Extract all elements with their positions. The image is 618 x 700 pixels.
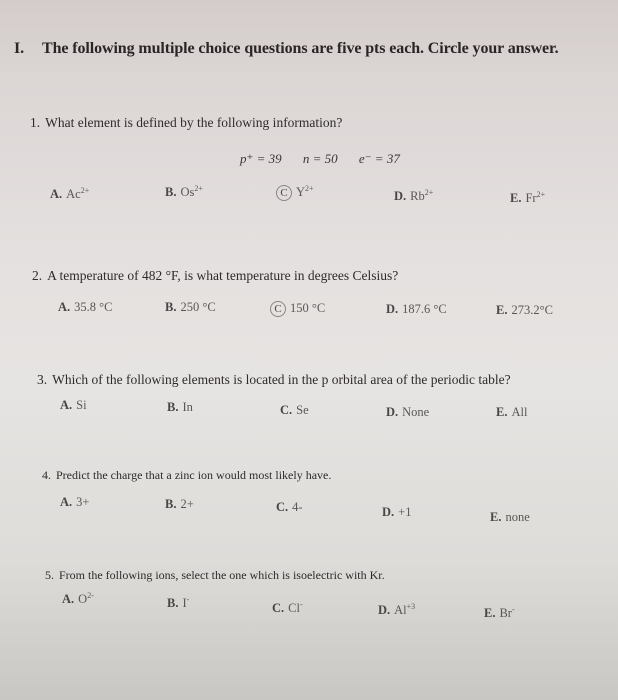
q5-choice-b[interactable] [167,595,189,611]
question-number: 2. [32,268,43,283]
choice-letter: E. [496,405,508,419]
choice-charge: 2- [87,591,94,600]
choice-text: O [78,592,88,607]
choice-letter: C. [276,500,289,514]
choice-letter: D. [394,189,407,204]
choice-text: Y [296,185,306,200]
choice-letter: B. [167,400,179,414]
question-text: Predict the charge that a zinc ion would most likely have. [56,468,332,482]
q1-choice-a[interactable] [50,186,89,202]
choice-text: None [402,405,430,419]
choice-letter: E. [490,510,502,524]
choice-charge: - [511,605,515,614]
choice-charge: 2+ [305,184,314,193]
question-text: From the following ions, select the one which is isoelectric with Kr. [59,568,385,582]
choice-text: Cl [288,601,300,616]
q3-choice-b[interactable] [167,400,193,415]
choice-text: Os [180,185,195,200]
choice-letter: B. [165,300,177,314]
choice-text: All [511,405,528,419]
choice-letter: C. [272,601,285,616]
q3-choice-a[interactable] [60,398,87,413]
q2-choice-d[interactable] [386,302,447,317]
choice-letter: A. [60,495,73,509]
q4-choice-d[interactable] [382,505,411,520]
q4-choice-c[interactable] [276,500,303,515]
choice-charge: +3 [406,602,416,611]
choice-letter: E. [484,606,496,621]
choice-letter: D. [378,603,391,618]
choice-text: 4- [292,500,303,514]
choice-text: Al [394,603,407,618]
choice-letter: A. [50,187,63,202]
q5-choice-a[interactable] [62,591,94,607]
choice-text: 187.6 °C [402,302,447,316]
question-3 [37,372,511,388]
choice-text: 35.8 °C [74,300,113,314]
choice-letter: A. [60,398,73,412]
neutron-count: n = 50 [302,151,338,166]
choice-letter: C. [280,403,293,417]
q2-choice-e[interactable] [496,303,553,318]
choice-text: Se [296,403,309,417]
section-instructions: The following multiple choice questions are five pts each. Circle your answer. [42,40,559,57]
q5-choice-d[interactable] [378,602,415,618]
choice-text: 273.2°C [511,303,553,317]
q1-choice-b[interactable] [165,184,203,200]
choice-text: In [182,400,193,414]
question-number: 5. [45,568,54,582]
question-2 [32,268,398,284]
choice-text: 250 °C [180,300,216,314]
question-text: A temperature of 482 °F, is what temperature in degrees Celsius? [47,268,399,283]
choice-text: Fr [525,191,537,206]
choice-text: Br [499,606,512,621]
particle-counts [240,151,418,167]
choice-letter: D. [386,302,399,316]
q4-choice-a[interactable] [60,495,89,510]
choice-charge: 2+ [424,188,434,197]
choice-charge: - [186,595,190,604]
q1-choice-d[interactable] [394,188,433,204]
q5-choice-c[interactable] [272,600,303,616]
section-header [14,40,558,58]
q5-choice-e[interactable] [484,605,515,621]
q2-choice-b[interactable] [165,300,216,315]
choice-charge: 2+ [536,190,546,199]
question-1 [30,115,342,131]
choice-text: +1 [398,505,412,519]
question-number: 4. [42,468,51,482]
choice-letter: E. [496,303,508,317]
choice-letter: D. [386,405,399,419]
choice-letter: A. [58,300,71,314]
question-number: 3. [37,372,48,387]
choice-letter: B. [165,185,177,200]
circled-letter: C [270,301,286,317]
question-4 [42,468,331,483]
choice-text: Si [76,398,87,412]
question-number: 1. [30,115,41,130]
electron-count: e⁻ = 37 [358,151,400,166]
choice-letter: D. [382,505,395,519]
section-number: I. [14,40,25,57]
q3-choice-c[interactable] [280,403,309,418]
choice-letter: E. [510,191,522,206]
choice-text: I [182,596,187,611]
q4-choice-b[interactable] [165,497,194,512]
choice-text: Ac [66,187,81,202]
q3-choice-d[interactable] [386,405,429,420]
choice-text: 2+ [180,497,194,511]
choice-text: none [505,510,530,524]
choice-letter: A. [62,592,75,607]
choice-text: 3+ [76,495,90,509]
question-5 [45,568,385,583]
circled-letter: C [276,185,292,201]
question-text: Which of the following elements is located in the p orbital area of the periodic table? [52,372,511,387]
q2-choice-c-circled[interactable] [270,301,325,317]
choice-charge: 2+ [194,184,203,193]
choice-charge: - [299,600,303,609]
choice-charge: 2+ [80,186,90,195]
choice-text: Rb [410,189,425,204]
choice-text: 150 °C [290,301,326,315]
q1-choice-c-circled[interactable] [276,184,314,201]
q2-choice-a[interactable] [58,300,113,315]
proton-count: p⁺ = 39 [240,151,282,166]
q3-choice-e[interactable] [496,405,527,420]
question-text: What element is defined by the following information? [45,115,343,130]
q4-choice-e[interactable] [490,510,530,525]
choice-letter: B. [167,596,179,611]
choice-letter: B. [165,497,177,511]
q1-choice-e[interactable] [510,190,545,206]
